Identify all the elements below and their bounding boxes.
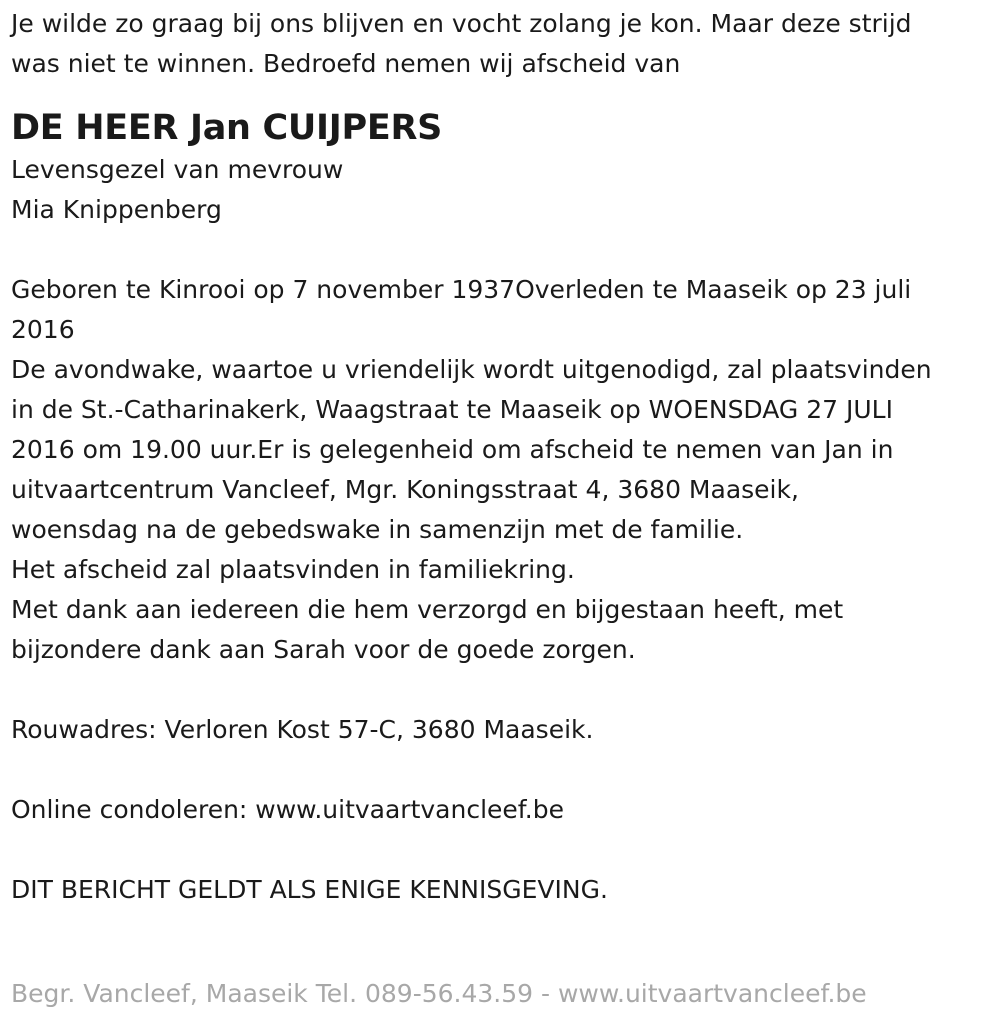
partner-line-2: Mia Knippenberg (11, 195, 222, 224)
details-line: uitvaartcentrum Vancleef, Mgr. Koningsstraat 4, 3680 Maaseik, (11, 475, 799, 504)
details-text (11, 270, 989, 670)
online-condolences: Online condoleren: www.uitvaartvancleef.be (11, 795, 564, 824)
details-line: 2016 (11, 315, 75, 344)
details-line: Het afscheid zal plaatsvinden in familiekring. (11, 555, 575, 584)
spacer (11, 230, 989, 270)
funeral-home-footer: Begr. Vancleef, Maaseik Tel. 089-56.43.59 - www.uitvaartvancleef.be (11, 979, 867, 1008)
notice-statement: DIT BERICHT GELDT ALS ENIGE KENNISGEVING. (11, 875, 608, 904)
intro-line-1: Je wilde zo graag bij ons blijven en vocht zolang je kon. Maar deze strijd (11, 9, 912, 38)
details-line: 2016 om 19.00 uur.Er is gelegenheid om afscheid te nemen van Jan in (11, 435, 894, 464)
deceased-name: DE HEER Jan CUIJPERS (11, 108, 443, 148)
partner-text (11, 150, 989, 230)
partner-line-1: Levensgezel van mevrouw (11, 155, 344, 184)
details-line: Geboren te Kinrooi op 7 november 1937Overleden te Maaseik op 23 juli (11, 275, 912, 304)
death-notice (11, 4, 989, 910)
intro-line-2: was niet te winnen. Bedroefd nemen wij afscheid van (11, 49, 681, 78)
intro-text (11, 4, 989, 84)
mourning-address: Rouwadres: Verloren Kost 57-C, 3680 Maaseik. (11, 715, 594, 744)
spacer (11, 750, 989, 790)
details-line: bijzondere dank aan Sarah voor de goede zorgen. (11, 635, 636, 664)
spacer (11, 670, 989, 710)
details-line: in de St.-Catharinakerk, Waagstraat te Maaseik op WOENSDAG 27 JULI (11, 395, 893, 424)
spacer (11, 830, 989, 870)
details-line: De avondwake, waartoe u vriendelijk wordt uitgenodigd, zal plaatsvinden (11, 355, 932, 384)
details-line: Met dank aan iedereen die hem verzorgd en bijgestaan heeft, met (11, 595, 844, 624)
details-line: woensdag na de gebedswake in samenzijn met de familie. (11, 515, 744, 544)
